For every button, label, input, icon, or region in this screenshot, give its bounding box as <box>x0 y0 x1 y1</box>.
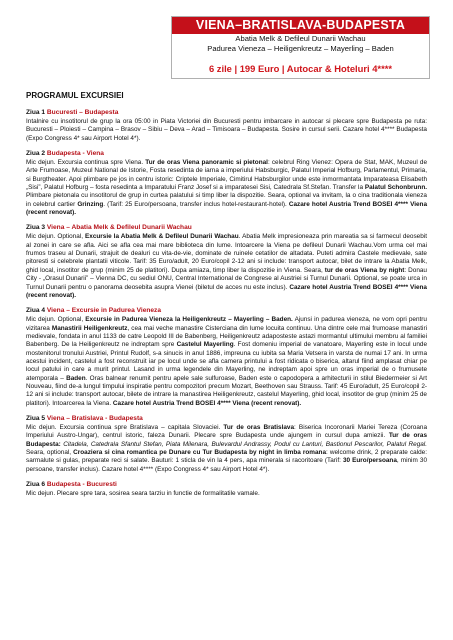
highlight: Tur de oras Viena panoramic si pietonal <box>145 159 268 167</box>
text: . Oras balnear renumit pentru apele sale sulfuroase, Baden este o capodopera a arhitecturii in stilul Biedermeier si Art Nouveau, fiind de-a lungul timpului inspiratie pentru compozitori precum Mozart, Beethoven sau Strauss. Tarif: 45 Euro/adult, 25 Euro/copil 2-12 ani si include: transport autocar, bilete de intrare la manastirea Heiligenkreutz, castelul Mayerling, ghid local, insotitor de grup (minim 25 de platitori). Intoarcerea la Viena. <box>26 374 428 407</box>
text: Mic dejun. Optional, <box>26 316 86 324</box>
header-box <box>171 16 430 79</box>
highlight: Tur de oras Budapesta: <box>26 432 427 448</box>
text: . Fost domeniu imperial de vanatoare, Mayerling este in locul unde mostenitorul tronului Austriei, Printul Rudolf, s-a sinucis in anul 1886, impreuna cu iubita sa Maria Vetsera in varsta de numai 17 ani. In urma acestui incident, castelul a fost reconstruit iar pe locul unde se afla camera printului a fost ridicata o biserica, altarul fiind amplasat chiar pe locul patului in care a murit printul. Lasand in urma legendele din Mayerling, ne indreptam apoi spre un oras imperial de o frumusete atemporala – <box>26 341 427 382</box>
day-description <box>26 424 427 474</box>
text: : welcome drink, 2 preparate calde: sarmalute si gulas, preparate reci si salate. Bauturi: 1 sticla de vin la 4 pers, apa minerala si racoritoare (Tarif: <box>26 449 427 465</box>
sights-list: Citadela, Catedrala Sfantul Stefan, Piata Milenara, Bulevardul Andrassy, Podul cu Lanturi, Bastionul Pescarilor, Palatul Regal. <box>63 440 427 448</box>
day-description <box>26 316 427 408</box>
highlight: Grinzing <box>77 200 104 208</box>
text: . Abatia Melk impresioneaza prin mareatia sa si farmecul deosebit al zonei in care se afla. Aici se afla cea mai mare biblioteca din lume. Intoarcere la Viena pe defileul Dunarii Wachau.Vom urma cel mai frumos traseu al Dunarii, strajuit de dealuri cu vita-de-vie, dominate de ruinele cetatilor de altadata. Puteti admira Castele medievale, sate pitoresti si celebrele plantatii viticole. Tarif: 35 Euro/adult, 20 Euro/copil 2-12 ani si include: transport autocar, bilet de intrare la Abatia Melk, ghid local, insotitor de grup (minim 25 de platitori). Dupa amiaza, timp liber la dispozitie in Viena. Seara, <box>26 233 427 274</box>
day-number: Ziua 2 <box>26 150 46 158</box>
highlight: Excursie in Padurea Vieneza la Heiligenkreutz – Mayerling – Baden. <box>85 316 293 324</box>
hotel-info: Cazare hotel Austria Trend BOSEI 4**** Viena (recent renovat). <box>112 399 302 407</box>
day-number: Ziua 4 <box>26 307 46 315</box>
text: Mic dejun. Plecare spre tara, sosirea seara tarziu in functie de formalitatile vamale. <box>26 490 260 498</box>
highlight: tur de oras Viena by night <box>324 266 405 274</box>
day-title <box>26 481 427 489</box>
highlight: Croaziera si cina romantica pe Dunare cu Tur Budapesta by night in limba romana <box>73 449 326 456</box>
day-route: Budapesta - Viena <box>46 150 104 158</box>
text: : Biserica Incoronarii Mariei Tereza (Coroana Imperiului Austro-Ungar), centrul istoric, faleza Dunarii. Plecare spre Budapesta unde ajungem in cursul dupa amiezii. <box>26 423 428 440</box>
day-title <box>26 109 427 117</box>
day-title <box>26 307 427 315</box>
text: , cea mai veche manastire Cisterciana din lume locuita continuu. Una dintre cele mai frumoase manastiri medievale, fondata in anul 1133 de catre Leopold III de Babenberg, Heiligenkreutz adaposteste astazi mormantul ultimului membru al familiei Babenberg. De la Heiligenkreutz ne indreptam spre <box>26 324 427 349</box>
day-5 <box>26 415 427 474</box>
day-3 <box>26 224 427 300</box>
highlight: Excursie la Abatia Melk & Defileul Dunarii Wachau <box>85 233 239 241</box>
text: Intalnire cu insotitorul de grup la ora 05:00 in Piata Victoriei din Bucuresti pentru imbarcare in autocar si plecare spre Budapesta pe ruta: Bucuresti – Ploiesti – Campina – Brasov – Sibiu – Deva – Arad – Timisoara – Budapesta. Sosire in cursul serii. Cazare hotel 4**** Budapesta (Expo Congress 4* sau Airport Hotel 4*). <box>26 118 427 142</box>
day-route: Budapesta - Bucuresti <box>46 481 117 489</box>
text: , minim 30 persoane, transfer inclus). Cazare hotel 4**** (Expo Congress 4* sau Airport Hotel 4*). <box>26 457 427 473</box>
highlight: Tur de oras Bratislava <box>223 423 295 431</box>
price-line: 6 zile | 199 Euro | Autocar & Hoteluri 4**** <box>208 63 393 74</box>
day-route: Bucuresti – Budapesta <box>46 109 119 116</box>
highlight: Baden <box>66 374 86 382</box>
highlight: 30 Euro/persoana <box>342 457 397 465</box>
day-description <box>26 118 427 143</box>
hotel-info: Cazare hotel Austria Trend BOSEI 4**** Viena (recent renovat). <box>26 283 427 299</box>
text: Mic dejun. Excursia continua spre Bratislava – capitala Slovaciei. <box>26 423 224 431</box>
day-number: Ziua 6 <box>26 481 46 489</box>
text: Mic dejun. Excursia continua spre Viena. <box>26 159 146 167</box>
day-description <box>26 233 427 300</box>
day-title <box>26 415 427 423</box>
subtitle-2: Padurea Vieneza – Heiligenkreutz – Mayerling – Baden <box>207 44 394 53</box>
text: Ajunsi in padurea vieneza, ne vom opri pentru vizitarea <box>26 316 427 332</box>
day-title <box>26 150 427 158</box>
day-description <box>26 159 427 217</box>
text: : Donau City - „Orasul Dunarii” – Vienna DC, cu sediul ONU, Central International de Congrese al Austriei si Turnul Dunarii. Optional, se poate urca in Turnul Dunarii pentru o panorama deosebita asupra Vienei (biletul de acces nu este inclus). <box>26 266 427 291</box>
day-2 <box>26 150 427 217</box>
program-title: PROGRAMUL EXCURSIEI <box>26 91 124 100</box>
text: . (Tarif: 25 Euro/persoana, transfer inclus hotel-restaurant-hotel). <box>103 200 289 208</box>
highlight: Manastirii Heiligenkreutz <box>51 324 128 332</box>
day-route: Viena – Excursie in Padurea Vieneza <box>46 307 162 315</box>
day-4 <box>26 307 427 408</box>
day-description <box>26 490 427 498</box>
text: Plimbare pietonala cu insotitorul de grup in curtea palatului si timp liber la dispozitie. Seara, optional va invitam, la o cina traditionala vieneza in celebrul cartier <box>26 192 427 208</box>
text: Seara, optional, <box>26 449 74 456</box>
day-number: Ziua 5 <box>26 414 46 422</box>
page-title: VIENA–BRATISLAVA-BUDAPESTA <box>172 17 429 34</box>
text: Mic dejun. Optional, <box>26 233 85 241</box>
day-route: Viena – Bratislava - Budapesta <box>46 414 143 422</box>
day-1 <box>26 109 427 143</box>
hotel-info: Cazare hotel Austria Trend BOSEI 4**** Viena (recent renovat). <box>26 200 427 217</box>
day-number: Ziua 1 <box>26 109 46 116</box>
day-title <box>26 224 427 232</box>
highlight: Castelul Mayerling <box>176 341 234 349</box>
text: : celebrul Ring Vienez: Opera de Stat, MAK, Muzeul de Arte Frumoase, Muzeul National de Istorie, Fosta resedinta de iarna a imperiului Habsburgic, Palatul Imperial Hofburg, Parlamentul, Primaria, si Burgtheater. Apoi plimbare pe jos in centru istoric: Criptele Imperiale, Cimitirul Habsburgilor unde este inmormantata Imparateasa Elisabeth „Sisi”, Palatul Hofburg – fosta resedinta a Imparatului Franz Josef si a imparatesei Sisi, Catedrala Sf.Stefan. Transfer la <box>26 159 427 192</box>
day-route: Viena – Abatia Melk & Defileul Dunarii Wachau <box>46 224 192 232</box>
highlight: Palatul Schonbrunn. <box>364 184 427 192</box>
day-number: Ziua 3 <box>26 224 46 232</box>
subtitle-1: Abatia Melk & Defileul Dunarii Wachau <box>235 34 366 43</box>
day-6 <box>26 481 427 498</box>
